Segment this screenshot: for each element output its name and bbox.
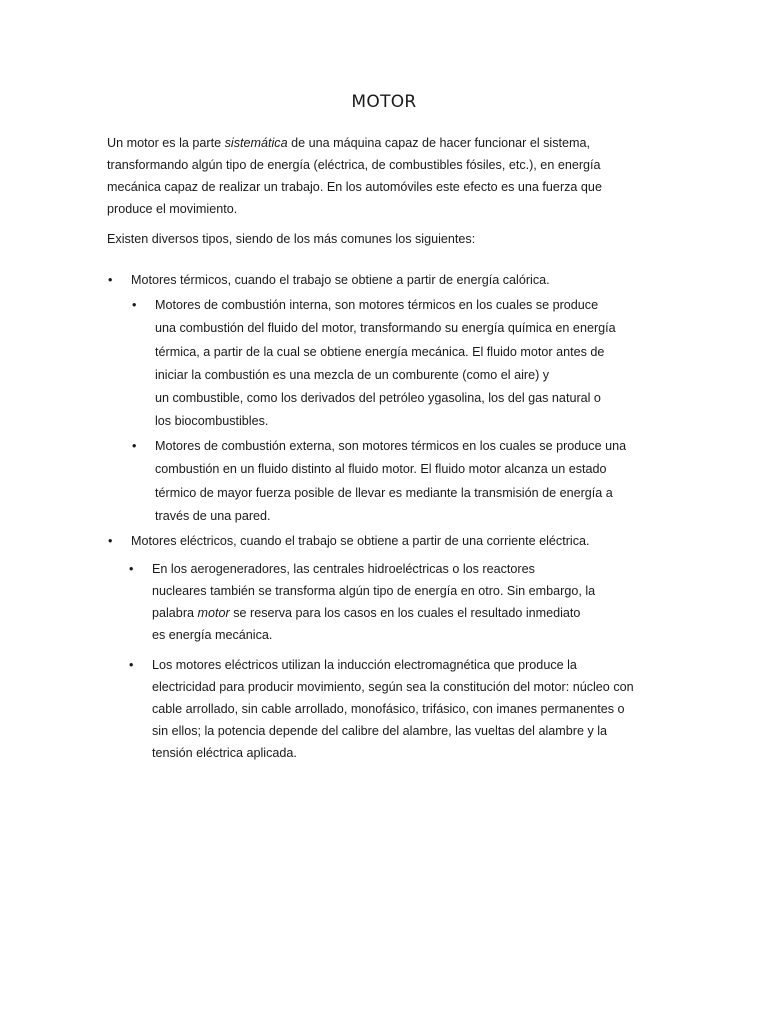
internal-line-6: los biocombustibles.	[155, 414, 269, 428]
intro-line-1-post: de una máquina capaz de hacer funcionar el sistema,	[287, 136, 591, 150]
bullet-electric: •	[108, 534, 113, 548]
internal-line-3: térmica, a partir de la cual se obtiene energía mecánica. El fluido motor antes de	[155, 345, 605, 359]
document-title: MOTOR	[351, 92, 417, 112]
intro-line-1	[107, 135, 590, 151]
generators-line-1: En los aerogeneradores, las centrales hidroeléctricas o los reactores	[152, 562, 535, 576]
external-line-2: combustión en un fluido distinto al fluido motor. El fluido motor alcanza un estado	[155, 462, 607, 476]
bullet-induction: •	[129, 658, 134, 672]
intro-line-4: produce el movimiento.	[107, 202, 238, 216]
external-line-4: través de una pared.	[155, 509, 271, 523]
internal-line-5: un combustible, como los derivados del petróleo ygasolina, los del gas natural o	[155, 391, 601, 405]
intro-line-1-pre: Un motor es la parte	[107, 136, 225, 150]
intro-line-2: transformando algún tipo de energía (eléctrica, de combustibles fósiles, etc.), en energía	[107, 158, 601, 172]
generators-line-3-pre: palabra	[152, 606, 198, 620]
intro-line-3: mecánica capaz de realizar un trabajo. En los automóviles este efecto es una fuerza que	[107, 180, 602, 194]
induction-line-4: sin ellos; la potencia depende del calibre del alambre, las vueltas del alambre y la	[152, 724, 608, 738]
external-line-3: térmico de mayor fuerza posible de llevar es mediante la transmisión de energía a	[155, 486, 613, 500]
thermal-heading: Motores térmicos, cuando el trabajo se obtiene a partir de energía calórica.	[131, 273, 550, 287]
intro-emphasis: sistemática	[224, 136, 288, 150]
internal-line-2: una combustión del fluido del motor, transformando su energía química en energía	[155, 321, 616, 335]
types-intro: Existen diversos tipos, siendo de los más comunes los siguientes:	[107, 232, 476, 246]
bullet-generators: •	[129, 562, 134, 576]
induction-line-5: tensión eléctrica aplicada.	[152, 746, 297, 760]
internal-line-1: Motores de combustión interna, son motores térmicos en los cuales se produce	[155, 298, 599, 312]
generators-line-2: nucleares también se transforma algún tipo de energía en otro. Sin embargo, la	[152, 584, 596, 598]
internal-line-4: iniciar la combustión es una mezcla de un comburente (como el aire) y	[155, 368, 550, 382]
generators-line-3	[152, 605, 580, 621]
induction-line-2: electricidad para producir movimiento, según sea la constitución del motor: núcleo con	[152, 680, 634, 694]
generators-line-4: es energía mecánica.	[152, 628, 273, 642]
generators-line-3-post: se reserva para los casos en los cuales el resultado inmediato	[229, 606, 581, 620]
induction-line-3: cable arrollado, sin cable arrollado, monofásico, trifásico, con imanes permanentes o	[152, 702, 625, 716]
external-line-1: Motores de combustión externa, son motores térmicos en los cuales se produce una	[155, 439, 627, 453]
bullet-thermal: •	[108, 273, 113, 287]
generators-emphasis: motor	[197, 606, 230, 620]
induction-line-1: Los motores eléctricos utilizan la inducción electromagnética que produce la	[152, 658, 577, 672]
bullet-internal: •	[132, 298, 137, 312]
electric-heading: Motores eléctricos, cuando el trabajo se obtiene a partir de una corriente eléctrica.	[131, 534, 590, 548]
bullet-external: •	[132, 439, 137, 453]
